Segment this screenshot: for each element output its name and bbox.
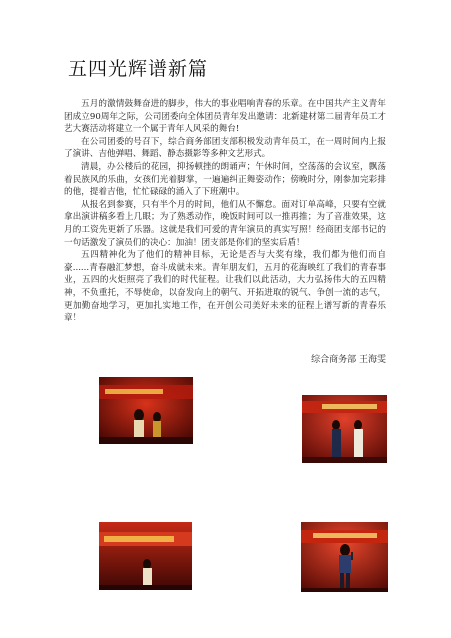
page-title: 五四光辉谱新篇 [68, 58, 209, 80]
stage-photo [302, 395, 387, 463]
signature: 综合商务部 王海雯 [311, 355, 386, 365]
paragraph: 清晨，办公楼后的花园，抑扬顿挫的朗诵声；午休时间，空荡荡的会议室，飘荡着民族风的乐曲，女孩们光着脚掌，一遍遍纠正舞姿动作；傍晚时分，刚参加完彩排的他，提着吉他，忙忙碌碌的涌入了下班潮中。 [64, 161, 386, 198]
paragraph: 从报名到参赛，只有半个月的时间，他们从不懈怠。面对订单高峰，只要有空就拿出演讲稿多看上几眼；为了熟悉动作，晚饭时间可以一推再推；为了音准效果，这月的工资先更新了乐器。这就是我们可爱的青年演员的真实写照！经商团支部书记的一句话激发了演员们的决心：加油！团支部是你们的坚实后盾！ [64, 199, 386, 248]
stage-photo [99, 377, 193, 444]
article-body [64, 98, 386, 325]
stage-photo [99, 522, 192, 590]
stage-photo [301, 522, 388, 592]
paragraph: 五四精神化为了他们的精神目标，无论是否与大奖有缘，我们都为他们而自豪......青春融汇梦想，奋斗成就未来。青年朋友们，五月的花海映红了我们的青春事业，五四的火炬照亮了我们的时代征程。让我们以此活动，大力弘扬伟大的五四精神，不负重托，不辱使命，以奋发向上的朝气、开拓进取的锐气、争创一流的志气，更加勤奋地学习，更加扎实地工作，在开创公司美好未来的征程上谱写新的青春乐章！ [64, 250, 386, 324]
paragraph: 在公司团委的号召下，综合商务部团支部积极发动青年员工，在一周时间内上报了演讲、吉他弹唱、舞蹈、静态摄影等多种文艺形式。 [64, 136, 386, 160]
paragraph: 五月的激情鼓舞奋进的脚步，伟大的事业唱响青春的乐章。在中国共产主义青年团成立90周年之际，公司团委向全体团员青年发出邀请：北新建材第二届青年员工才艺大赛活动将建立一个属于青年人风采的舞台! [64, 99, 386, 135]
